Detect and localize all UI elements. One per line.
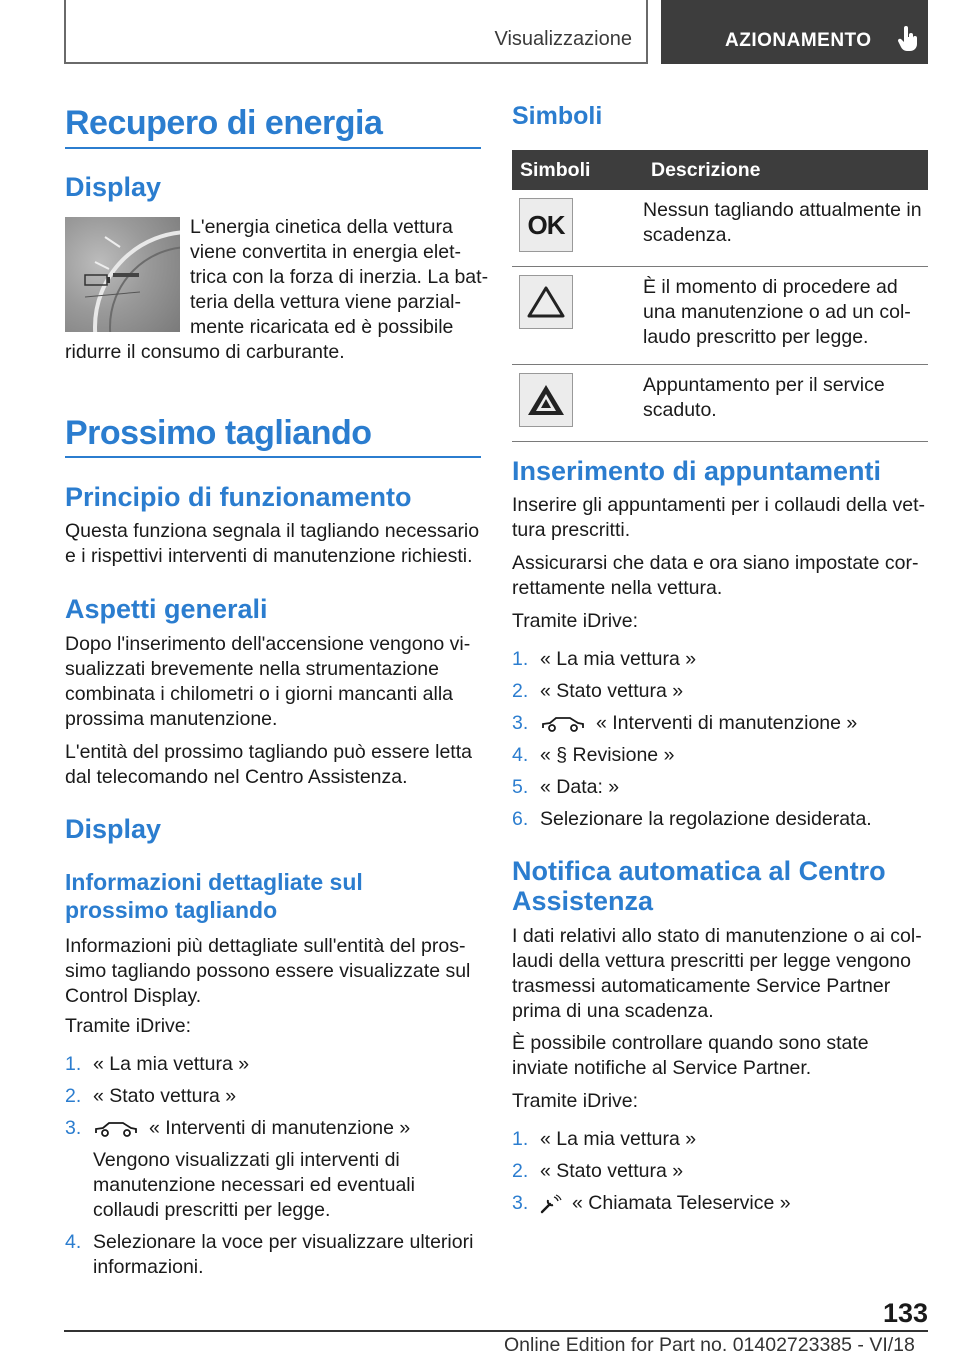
list-item	[512, 775, 928, 800]
step-number: 2.	[65, 1085, 82, 1107]
list-item	[65, 1230, 483, 1280]
list-item	[512, 1127, 928, 1152]
step-number: 4.	[65, 1231, 82, 1253]
notification-steps-list	[512, 1127, 928, 1223]
symbols-heading: Simboli	[512, 102, 603, 130]
energy-display-text-6: ridurre il consumo di carburante.	[65, 341, 345, 363]
list-item	[65, 1084, 483, 1109]
general-text-2: L'entità del prossimo tagliando può essere letta dal telecomando nel Centro Assistenza.	[65, 741, 472, 788]
notification-text-2: È possibile controllare quando sono state inviate notifiche al Service Partner.	[512, 1032, 869, 1079]
step-number: 4.	[512, 744, 529, 766]
general-heading: Aspetti generali	[65, 594, 268, 624]
car-icon	[93, 1120, 139, 1138]
car-icon	[540, 715, 586, 733]
list-item	[512, 807, 928, 832]
details-heading: Informazioni dettagliate sul prossimo tagliando	[65, 869, 363, 923]
step-subtext: Vengono visualizzati gli interventi di manutenzione necessari ed eventuali collaudi prescritti per legge.	[93, 1149, 415, 1221]
warning-triangle-filled-icon	[519, 373, 573, 427]
appointments-heading: Inserimento di appuntamenti	[512, 456, 882, 486]
step-text: « Stato vettura »	[93, 1085, 237, 1107]
footer-rule	[64, 1330, 928, 1332]
footer-edition: Online Edition for Part no. 01402723385 - VI/18	[504, 1334, 915, 1356]
step-text: Selezionare la regolazione desiderata.	[540, 808, 872, 830]
list-item	[512, 1191, 928, 1216]
header-chapter-tab	[661, 0, 928, 64]
list-item	[512, 1159, 928, 1184]
details-steps-list	[65, 1052, 483, 1287]
step-text: « Stato vettura »	[540, 1160, 684, 1182]
list-item	[65, 1052, 483, 1077]
step-number: 1.	[512, 1128, 529, 1150]
service-title-rule	[65, 456, 481, 458]
energy-display-text-2: viene convertita in energia elet-	[190, 241, 461, 263]
energy-title-rule	[65, 147, 481, 149]
step-number: 2.	[512, 680, 529, 702]
step-number: 6.	[512, 808, 529, 830]
teleservice-wrench-icon	[540, 1194, 562, 1214]
step-text: « Interventi di manutenzione »	[149, 1117, 411, 1139]
energy-display-text-1: L'energia cinetica della vettura	[190, 216, 453, 238]
table-header-description: Descrizione	[643, 150, 928, 190]
step-number: 5.	[512, 776, 529, 798]
step-number: 2.	[512, 1160, 529, 1182]
table-cell-description: Appuntamento per il service scaduto.	[643, 365, 928, 442]
energy-display-text-4: teria della vettura viene parzial-	[190, 291, 461, 313]
table-cell-description: Nessun tagliando attualmente in scadenza.	[643, 190, 928, 267]
table-row	[512, 190, 928, 267]
table-row	[512, 365, 928, 442]
step-text: Selezionare la voce per visualizzare ulteriori informazioni.	[93, 1231, 474, 1278]
general-text-1: Dopo l'inserimento dell'accensione vengono visualizzati brevemente nella strumentazione combinata i chilometri o i giorni mancanti alla prossima manutenzione.	[65, 633, 471, 730]
step-number: 3.	[512, 712, 529, 734]
header-section-title: Visualizzazione	[494, 28, 632, 50]
table-cell-description: È il momento di procedere ad una manutenzione o ad un collaudo prescritto per legge.	[643, 267, 928, 365]
step-text: « Interventi di manutenzione »	[596, 712, 858, 734]
notification-heading: Notifica automatica al Centro Assistenza	[512, 856, 886, 916]
step-text: « La mia vettura »	[540, 648, 697, 670]
details-via-idrive: Tramite iDrive:	[65, 1015, 192, 1037]
ok-icon: OK	[519, 198, 573, 252]
step-text: « La mia vettura »	[540, 1128, 697, 1150]
appointments-text-2: Assicurarsi che data e ora siano impostate correttamente nella vettura.	[512, 552, 919, 599]
list-item	[65, 1116, 483, 1223]
step-text: « § Revisione »	[540, 744, 675, 766]
step-text: « Chiamata Teleservice »	[572, 1192, 791, 1214]
hand-pointer-icon	[897, 26, 919, 52]
service-display-heading: Display	[65, 814, 162, 844]
service-title: Prossimo tagliando	[65, 414, 372, 452]
list-item	[512, 711, 928, 736]
list-item	[512, 679, 928, 704]
warning-triangle-icon	[519, 275, 573, 329]
header-section-box	[64, 0, 648, 64]
step-number: 3.	[65, 1117, 82, 1139]
step-text: « Data: »	[540, 776, 620, 798]
appointments-via-idrive: Tramite iDrive:	[512, 610, 639, 632]
symbols-table	[512, 150, 928, 442]
notification-text-1: I dati relativi allo stato di manutenzione o ai collaudi della vettura prescritti per legge vengono trasmessi automaticamente Service Partner prima di una scadenza.	[512, 925, 922, 1022]
list-item	[512, 647, 928, 672]
principle-heading: Principio di funzionamento	[65, 482, 412, 512]
list-item	[512, 743, 928, 768]
principle-text: Questa funziona segnala il tagliando necessario e i rispettivi interventi di manutenzione richiesti.	[65, 520, 480, 567]
energy-display-image	[65, 217, 180, 332]
table-row	[512, 267, 928, 365]
page-number: 133	[882, 1298, 928, 1328]
step-text: « La mia vettura »	[93, 1053, 250, 1075]
energy-display-text-3: trica con la forza di inerzia. La bat-	[190, 266, 489, 288]
step-number: 1.	[65, 1053, 82, 1075]
energy-title: Recupero di energia	[65, 104, 383, 142]
appointments-text-1: Inserire gli appuntamenti per i collaudi della vettura prescritti.	[512, 494, 925, 541]
details-text: Informazioni più dettagliate sull'entità del prossimo tagliando possono essere visualizzate sul Control Display.	[65, 935, 471, 1007]
energy-display-text-5: mente ricaricata ed è possibile	[190, 316, 454, 338]
step-text: « Stato vettura »	[540, 680, 684, 702]
header-chapter-title: AZIONAMENTO	[725, 30, 872, 51]
step-number: 3.	[512, 1192, 529, 1214]
appointments-steps-list	[512, 647, 928, 839]
step-number: 1.	[512, 648, 529, 670]
energy-display-heading: Display	[65, 172, 162, 202]
notification-via-idrive: Tramite iDrive:	[512, 1090, 639, 1112]
table-header-symbols: Simboli	[512, 150, 643, 190]
